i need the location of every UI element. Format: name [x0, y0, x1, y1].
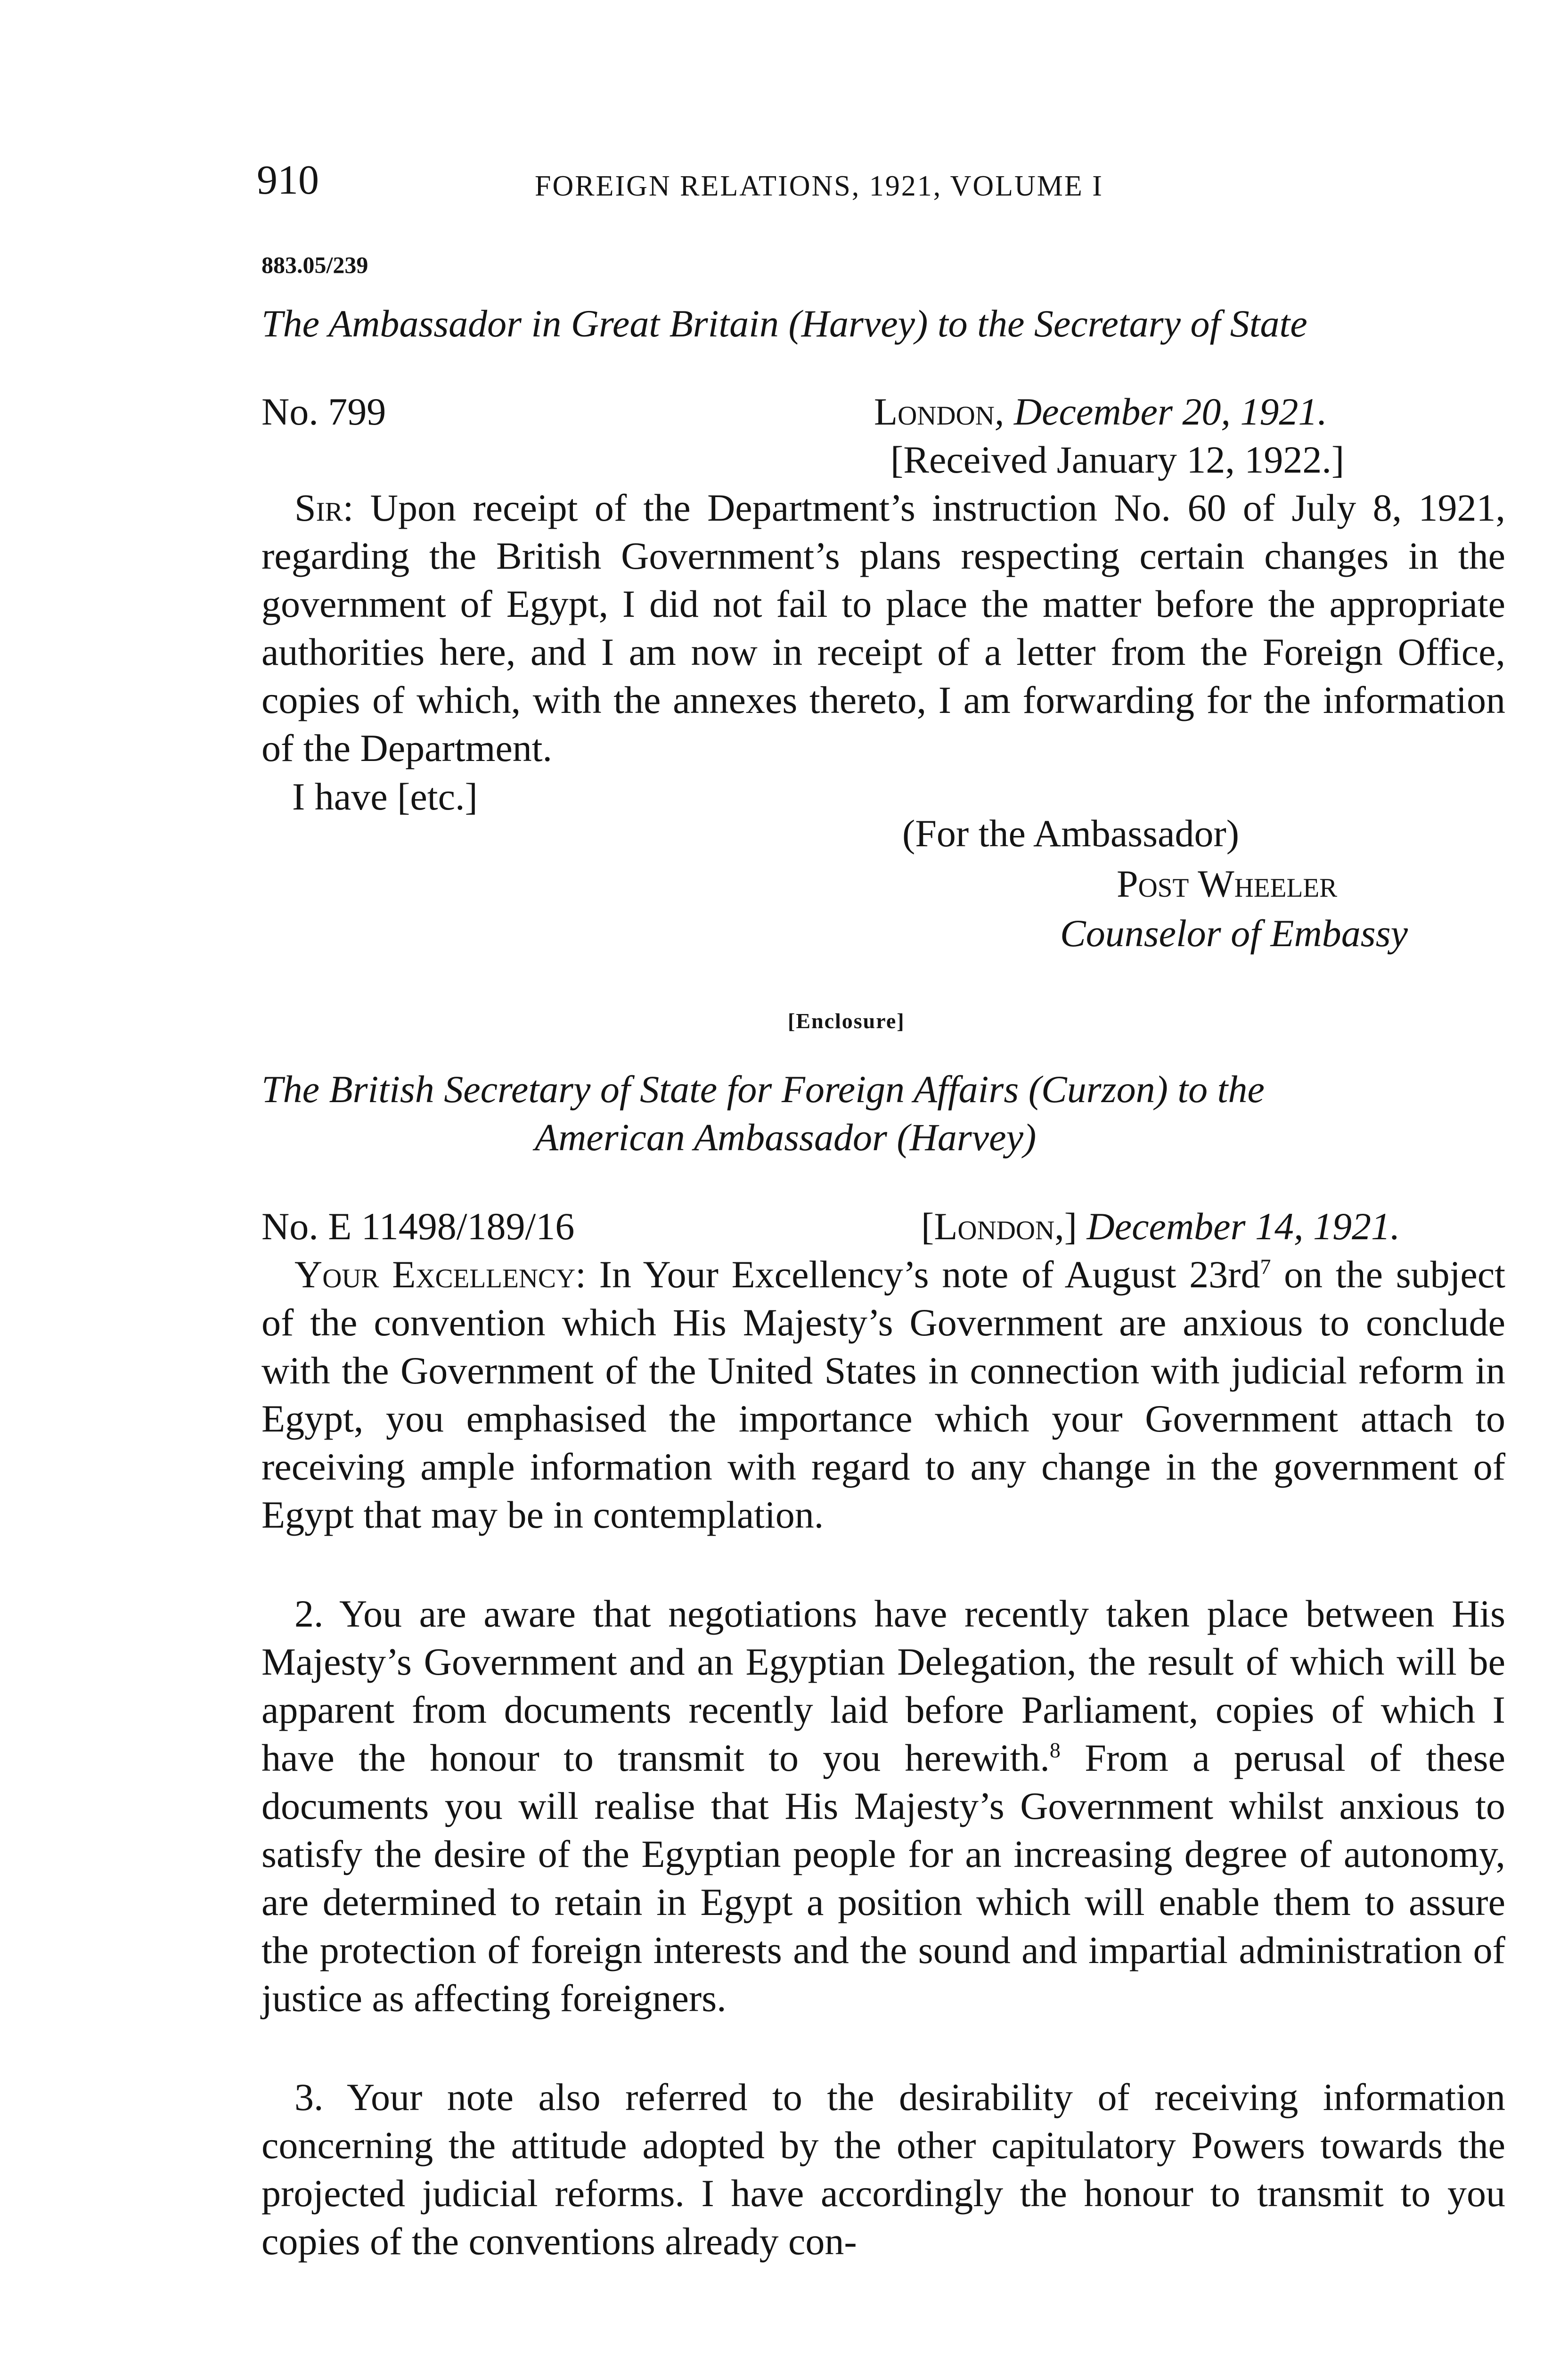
- enclosure-label: [Enclosure]: [788, 1009, 905, 1033]
- doc2-date: December 14, 1921.: [1077, 1205, 1400, 1248]
- doc1-title: The Ambassador in Great Britain (Harvey) to the Secretary of State: [261, 302, 1307, 345]
- doc2-para1-text-b: on the subject of the convention which His Majesty’s Government are anxious to conclude with the Government of the United States in connection with judicial reform in Egypt, you emphasised the importance which your Government attach to receiving ample information with regard to any change in the government of Egypt that may be in contemplation.: [261, 1253, 1506, 1536]
- doc1-closing: I have [etc.]: [292, 775, 478, 818]
- doc2-dateline: [921, 1203, 1400, 1251]
- doc1-signer-title: Counselor of Embassy: [1060, 912, 1408, 955]
- doc2-place-close: ,]: [1054, 1205, 1078, 1248]
- doc2-number: No. E 11498/189/16: [261, 1205, 575, 1248]
- doc2-para2-text-b: From a perusal of these documents you will realise that His Majesty’s Government whilst anxious to satisfy the desire of the Egyptian people for an increasing degree of autonomy, are determined to retain in Egypt a position which will enable them to assure the protection of foreign interests and the sound and impartial administration of justice as affecting foreigners.: [261, 1736, 1505, 2020]
- doc1-signer: Post Wheeler: [1117, 862, 1338, 905]
- footnote-ref-7: 7: [1260, 1254, 1271, 1279]
- doc2-title-line1: The British Secretary of State for Foreign Affairs (Curzon) to the: [261, 1068, 1265, 1111]
- page-number: 910: [257, 157, 319, 203]
- doc2-para3: 3. Your note also referred to the desirability of receiving information concerning the attitude adopted by the other capitulatory Powers towards the projected judicial reforms. I have accordingly the honour to transmit to you copies of the conventions already con-: [261, 2076, 1505, 2263]
- doc1-received: [Received January 12, 1922.]: [890, 438, 1345, 481]
- file-number: 883.05/239: [261, 252, 368, 278]
- doc1-for-line: (For the Ambassador): [902, 812, 1240, 855]
- doc2-para2-text-a: 2. You are aware that negotiations have recently taken place between His Majesty’s Government and an Egyptian Delegation, the result of which will be apparent from documents recently laid before Parliament, copies of which I have the honour to transmit to you herewith.: [261, 1592, 1505, 1779]
- doc1-dateline: [874, 388, 1327, 436]
- doc2-place: London: [934, 1205, 1055, 1248]
- doc2-para2: [261, 1590, 1505, 2022]
- doc2-para1-text-a: : In Your Excellency’s note of August 23rd: [575, 1253, 1260, 1296]
- doc2-para1: [261, 1251, 1505, 1539]
- doc1-number: No. 799: [261, 390, 386, 433]
- doc1-place: London: [874, 390, 995, 433]
- doc1-body-text: : Upon receipt of the Department’s instruction No. 60 of July 8, 1921, regarding the British Government’s plans respecting certain changes in the government of Egypt, I did not fail to place the matter before the appropriate authorities here, and I am now in receipt of a letter from the Foreign Office, copies of which, with the annexes thereto, I am forwarding for the information of the Department.: [261, 486, 1505, 769]
- doc2-title-line2: American Ambassador (Harvey): [535, 1116, 1037, 1159]
- doc2-salutation: Your Excellency: [294, 1253, 576, 1296]
- doc1-date: , December 20, 1921.: [994, 390, 1327, 433]
- doc1-salutation: Sir: [294, 486, 343, 529]
- doc1-body: [261, 484, 1505, 772]
- running-title: FOREIGN RELATIONS, 1921, VOLUME I: [535, 170, 1103, 202]
- footnote-ref-8: 8: [1049, 1738, 1061, 1762]
- doc2-place-open: [: [921, 1205, 934, 1248]
